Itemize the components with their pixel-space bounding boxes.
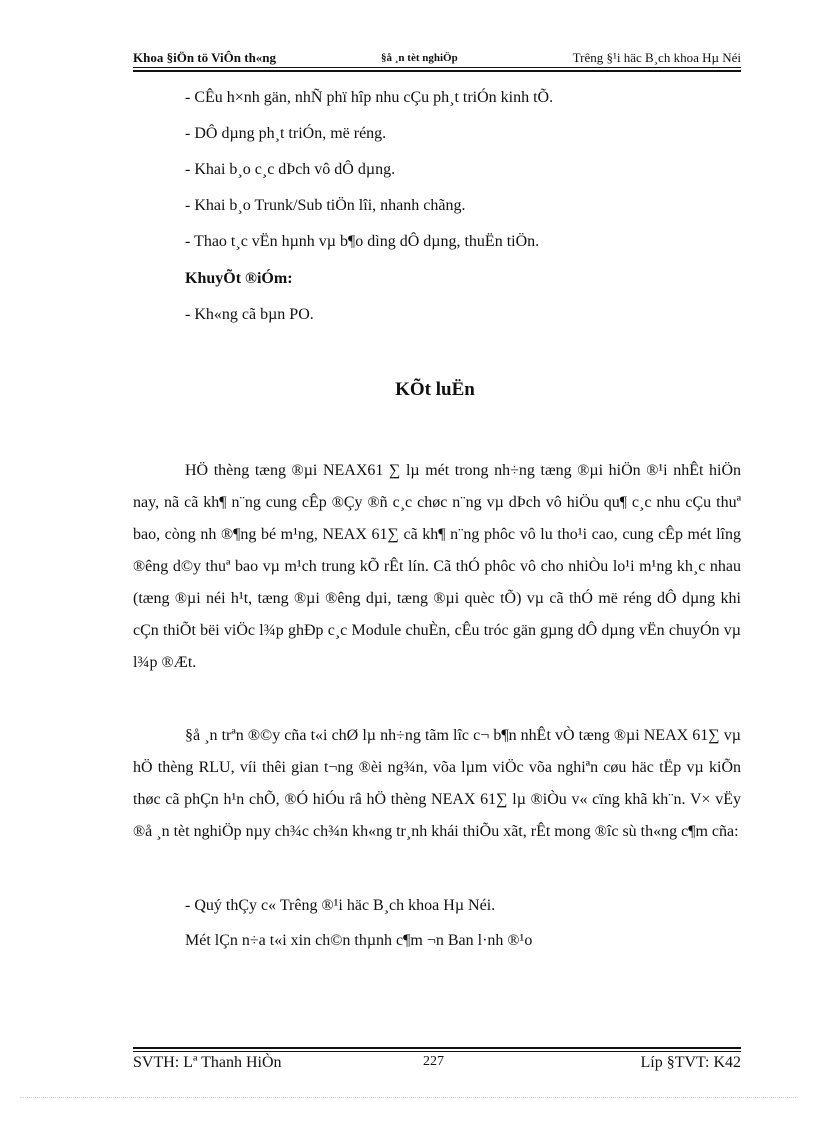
conclusion-title: KÕt luËn [395, 379, 475, 400]
paragraph-text: HÖ thèng tæng ®µi NEAX61 ∑ lµ mét trong nh÷ng tæng ®µi hiÖn ®¹i nhÊt hiÖn nay, nã cã kh¶ n¨ng cung cÊp ®Çy ®ñ c¸c chøc n¨ng vµ dÞch vô hiÖu qu¶ c¸c nhu cÇu thuª bao, còng nh ®¶ng bé m¹ng, NEAX 61∑ cã kh¶ n¨ng phôc vô lu tho¹i cao, cung cÊp mét lîng ®êng d©y thuª bao vµ m¹ch trung kÕ rÊt lín. Cã thÓ phôc vô cho nhiÒu lo¹i m¹ng kh¸c nhau (tæng ®µi néi h¹t, tæng ®µi ®êng dµi, tæng ®µi quèc tÕ) vµ cã thÓ më réng dÔ dµng khi cÇn thiÕt bëi viÖc l¾p ghÐp c¸c Module chuÈn, cÊu tróc gän gµng dÔ dµng vËn chuyÓn vµ l¾p ®Æt. [133, 462, 741, 671]
page-header [133, 50, 741, 68]
header-doc-type: §å ¸n tèt nghiÖp [381, 52, 458, 64]
footer-rule-thick [133, 1047, 741, 1049]
footer-student: SVTH: Lª Thanh HiÒn [133, 1054, 282, 1071]
header-faculty: Khoa §iÖn tö ViÔn th«ng [133, 50, 277, 65]
header-university: Trêng §¹i häc B¸ch khoa Hµ Néi [572, 50, 741, 65]
bullet-item: - CÊu h×nh gän, nhÑ phï hîp nhu cÇu ph¸t triÓn kinh tÕ. [185, 89, 554, 106]
page-footer [133, 1054, 741, 1074]
closing-line: Mét lÇn n÷a t«i xin ch©n thµnh c¶m ¬n Ban l·nh ®¹o [185, 932, 533, 949]
footer-class: Líp §TVT: K42 [640, 1054, 741, 1071]
header-rule-thick [133, 70, 741, 72]
conclusion-paragraph-2 [133, 720, 741, 848]
thanks-item: - Quý thÇy c« Trêng ®¹i häc B¸ch khoa Hµ Néi. [185, 897, 496, 914]
page-number: 227 [423, 1054, 444, 1069]
bullet-item: - Khai b¸o Trunk/Sub tiÖn lîi, nhanh chãng. [185, 197, 466, 214]
footer-rule [133, 1051, 741, 1052]
page-edge-divider [20, 1097, 796, 1098]
header-rule [133, 67, 741, 68]
bullet-item: - Khai b¸o c¸c dÞch vô dÔ dµng. [185, 161, 396, 178]
conclusion-paragraph-1 [133, 455, 741, 679]
paragraph-text: §å ¸n trªn ®©y cña t«i chØ lµ nh÷ng tãm lîc c¬ b¶n nhÊt vÒ tæng ®µi NEAX 61∑ vµ hÖ thèng RLU, víi thêi gian t¬ng ®èi ng¾n, võa lµm viÖc võa nghiªn cøu häc tËp vµ kiÕn thøc cã phÇn h¹n chÕ, ®Ó hiÓu râ hÖ thèng NEAX 61∑ lµ ®iÒu v« cïng khã kh¨n. V× vËy ®å ¸n tèt nghiÖp nµy ch¾c ch¾n kh«ng tr¸nh khái thiÕu xãt, rÊt mong ®îc sù th«ng c¶m cña: [133, 727, 741, 840]
bullet-item: - Thao t¸c vËn hµnh vµ b¶o dìng dÔ dµng, thuËn tiÖn. [185, 233, 540, 250]
cons-heading: KhuyÕt ®iÓm: [185, 270, 293, 287]
bullet-item: - DÔ dµng ph¸t triÓn, më réng. [185, 125, 387, 142]
cons-item: - Kh«ng cã bµn PO. [185, 306, 314, 323]
